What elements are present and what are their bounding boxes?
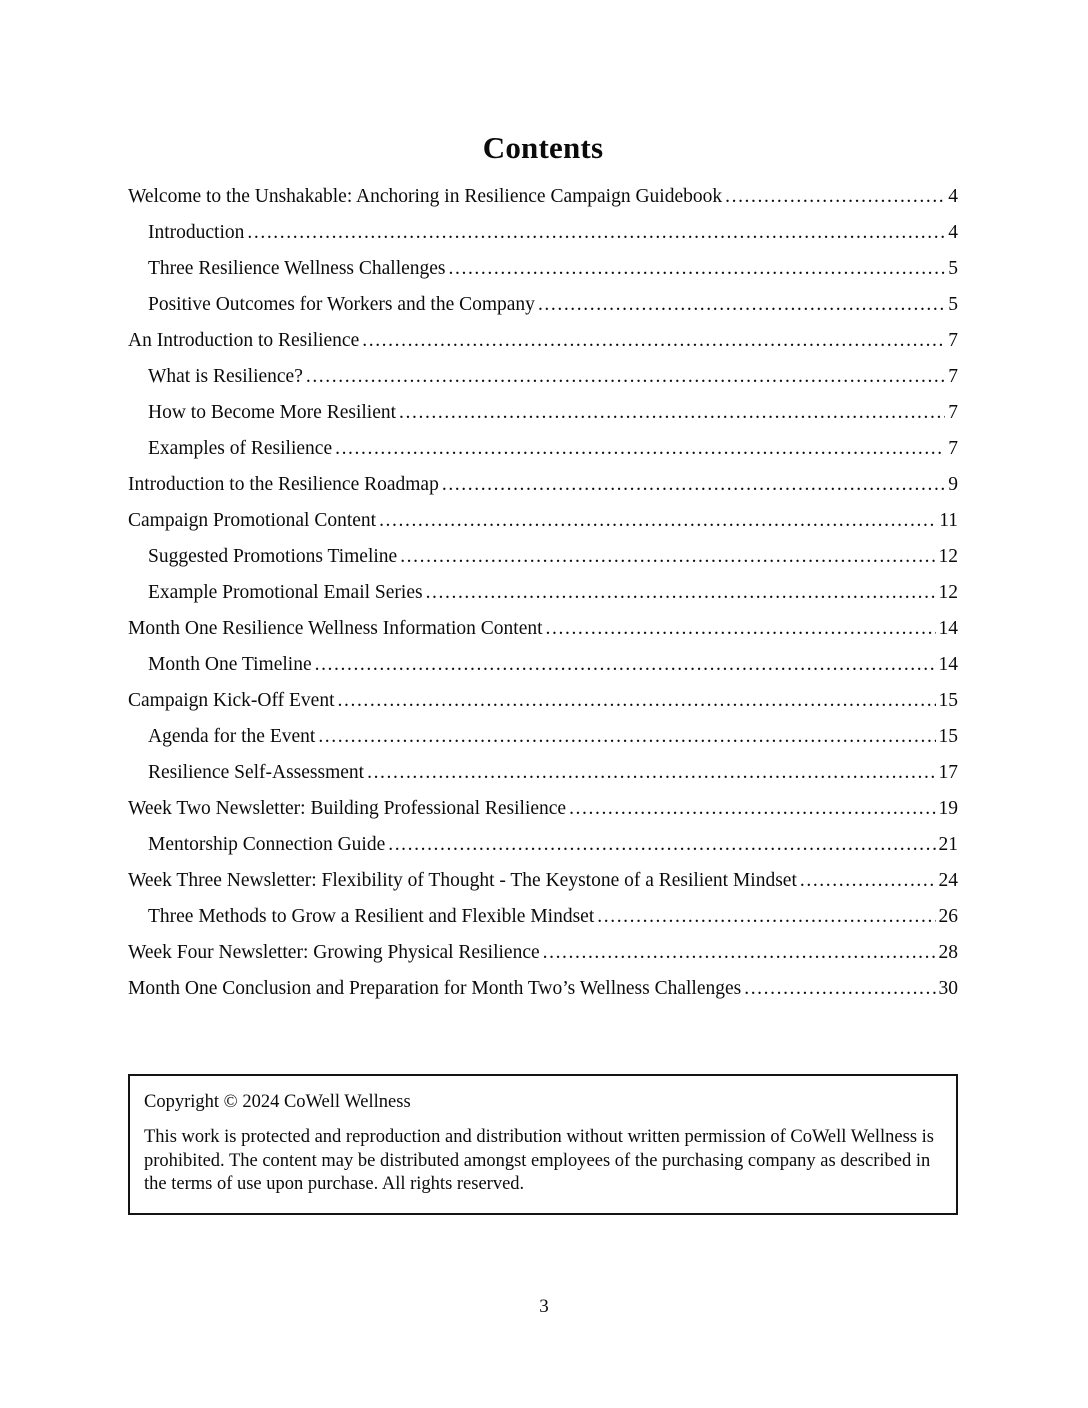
toc-entry[interactable]: [128, 287, 958, 323]
toc-dot-leader: [744, 971, 935, 1007]
toc-entry[interactable]: [128, 611, 958, 647]
toc-entry-page-number: 14: [938, 618, 958, 639]
toc-entry-page-number: 4: [948, 186, 958, 207]
toc-entry-page-number: 11: [939, 510, 958, 531]
toc-dot-leader: [306, 359, 945, 395]
toc-entry[interactable]: [128, 179, 958, 215]
toc-entry-page-number: 5: [948, 258, 958, 279]
toc-entry-label: Week Two Newsletter: Building Professional Resilience: [128, 798, 567, 819]
toc-entry-page-number: 30: [938, 978, 958, 999]
toc-entry[interactable]: [128, 323, 958, 359]
toc-entry-label: Three Methods to Grow a Resilient and Flexible Mindset: [148, 906, 595, 927]
toc-dot-leader: [400, 539, 935, 575]
copyright-body-text: This work is protected and reproduction and distribution without written permission of CoWell Wellness is prohibited. The content may be distributed amongst employees of the purchasing company as described in the terms of use upon purchase. All rights reserved.: [144, 1127, 935, 1194]
toc-entry[interactable]: [128, 719, 958, 755]
toc-dot-leader: [546, 611, 936, 647]
toc-entry[interactable]: [128, 431, 958, 467]
toc-entry-label: Resilience Self-Assessment: [148, 762, 365, 783]
toc-entry-page-number: 7: [948, 438, 958, 459]
toc-entry[interactable]: [128, 863, 958, 899]
toc-entry-page-number: 15: [938, 726, 958, 747]
toc-dot-leader: [247, 215, 945, 251]
toc-entry-label: An Introduction to Resilience: [128, 330, 360, 351]
toc-entry-label: How to Become More Resilient: [148, 402, 397, 423]
toc-dot-leader: [338, 683, 936, 719]
toc-entry[interactable]: [128, 503, 958, 539]
toc-entry-page-number: 9: [948, 474, 958, 495]
toc-entry[interactable]: [128, 395, 958, 431]
toc-entry-label: Examples of Resilience: [148, 438, 333, 459]
toc-entry-label: Month One Conclusion and Preparation for Month Two’s Wellness Challenges: [128, 978, 742, 999]
toc-entry-label: Week Four Newsletter: Growing Physical Resilience: [128, 942, 540, 963]
toc-entry-page-number: 12: [938, 546, 958, 567]
toc-entry[interactable]: [128, 575, 958, 611]
toc-dot-leader: [543, 935, 936, 971]
toc-entry[interactable]: [128, 791, 958, 827]
toc-dot-leader: [597, 899, 935, 935]
toc-entry[interactable]: [128, 251, 958, 287]
toc-entry[interactable]: [128, 215, 958, 251]
toc-entry[interactable]: [128, 971, 958, 1007]
toc-dot-leader: [426, 575, 936, 611]
toc-entry[interactable]: [128, 755, 958, 791]
toc-dot-leader: [362, 323, 945, 359]
toc-entry-label: Introduction to the Resilience Roadmap: [128, 474, 439, 495]
toc-entry-page-number: 7: [948, 330, 958, 351]
toc-entry-label: Mentorship Connection Guide: [148, 834, 386, 855]
toc-entry-label: Positive Outcomes for Workers and the Company: [148, 294, 535, 315]
table-of-contents: [128, 179, 958, 1007]
toc-dot-leader: [388, 827, 935, 863]
toc-entry-page-number: 28: [938, 942, 958, 963]
toc-dot-leader: [442, 467, 945, 503]
toc-entry-page-number: 19: [938, 798, 958, 819]
toc-entry[interactable]: [128, 827, 958, 863]
toc-entry-label: Campaign Promotional Content: [128, 510, 377, 531]
toc-entry-label: Three Resilience Wellness Challenges: [148, 258, 446, 279]
toc-entry[interactable]: [128, 647, 958, 683]
page-number: 3: [539, 1296, 549, 1317]
toc-entry-page-number: 14: [938, 654, 958, 675]
toc-dot-leader: [379, 503, 936, 539]
toc-entry-page-number: 24: [938, 870, 958, 891]
toc-entry-page-number: 17: [938, 762, 958, 783]
toc-entry-label: Week Three Newsletter: Flexibility of Thought - The Keystone of a Resilient Mindset: [128, 870, 797, 891]
copyright-box: [128, 1074, 958, 1215]
toc-entry-page-number: 4: [948, 222, 958, 243]
toc-entry-label: Month One Timeline: [148, 654, 312, 675]
toc-dot-leader: [725, 179, 945, 215]
toc-dot-leader: [367, 755, 935, 791]
toc-entry-page-number: 7: [948, 402, 958, 423]
toc-entry-page-number: 7: [948, 366, 958, 387]
page-title: Contents: [482, 130, 604, 165]
toc-entry-page-number: 5: [948, 294, 958, 315]
toc-entry-label: Agenda for the Event: [148, 726, 316, 747]
toc-dot-leader: [318, 719, 935, 755]
toc-dot-leader: [315, 647, 936, 683]
toc-entry-label: Campaign Kick-Off Event: [128, 690, 335, 711]
copyright-line: Copyright © 2024 CoWell Wellness: [144, 1092, 411, 1112]
toc-entry-page-number: 21: [938, 834, 958, 855]
toc-dot-leader: [399, 395, 945, 431]
toc-entry[interactable]: [128, 539, 958, 575]
toc-dot-leader: [800, 863, 936, 899]
toc-entry-label: Suggested Promotions Timeline: [148, 546, 398, 567]
toc-dot-leader: [335, 431, 945, 467]
toc-dot-leader: [449, 251, 946, 287]
toc-entry[interactable]: [128, 683, 958, 719]
toc-entry-label: Introduction: [148, 222, 245, 243]
toc-entry-page-number: 12: [938, 582, 958, 603]
toc-entry-label: What is Resilience?: [148, 366, 303, 387]
toc-dot-leader: [569, 791, 935, 827]
toc-entry-label: Welcome to the Unshakable: Anchoring in Resilience Campaign Guidebook: [128, 186, 723, 207]
toc-entry-label: Month One Resilience Wellness Information Content: [128, 618, 543, 639]
toc-entry[interactable]: [128, 899, 958, 935]
toc-entry-page-number: 26: [938, 906, 958, 927]
toc-entry[interactable]: [128, 935, 958, 971]
toc-entry[interactable]: [128, 359, 958, 395]
toc-dot-leader: [538, 287, 945, 323]
toc-entry-page-number: 15: [938, 690, 958, 711]
toc-entry-label: Example Promotional Email Series: [148, 582, 423, 603]
toc-entry[interactable]: [128, 467, 958, 503]
